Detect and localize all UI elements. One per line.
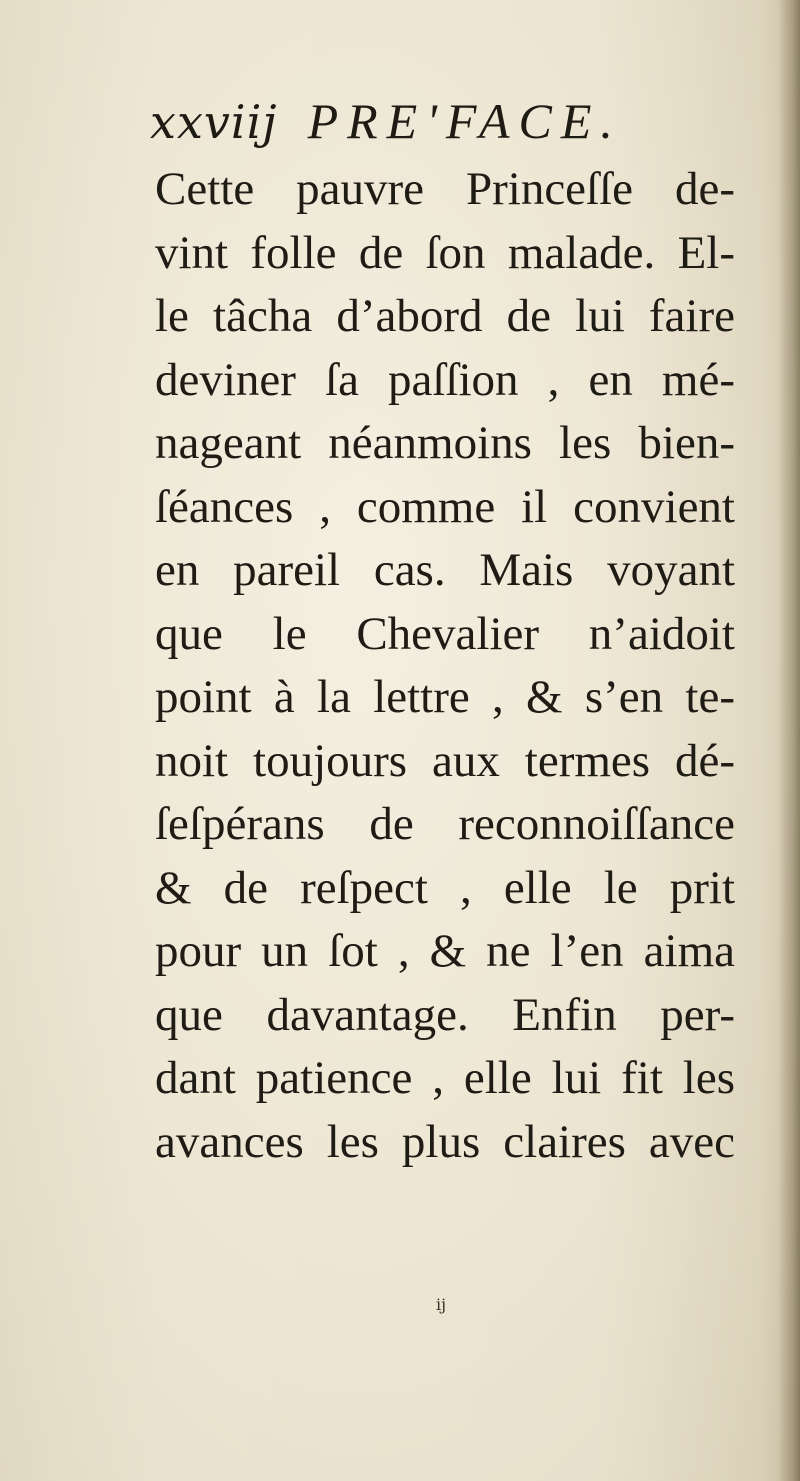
text-line: deviner ſa paſſion , en mé- [155,353,735,406]
text-line: ſéances , comme il convient [155,480,735,533]
text-line: que davantage. Enfin per- [155,988,735,1041]
page-header [150,92,750,162]
text-line: point à la lettre , & s’en te- [155,671,735,723]
body-text [155,158,735,1174]
signature-mark: ij [436,1295,447,1314]
text-line: pour un ſot , & ne l’en aima [155,925,735,977]
text-line: noit toujours aux termes dé- [155,734,735,787]
text-line: nageant néanmoins les bien- [155,417,735,469]
text-line: vint folle de ſon malade. El- [155,226,735,279]
text-line: en pareil cas. Mais voyant [155,544,735,596]
page-edge-shadow [778,0,800,1481]
text-line: ſeſpérans de reconnoiſſance [155,798,735,850]
text-line: le tâcha d’abord de lui faire [155,290,735,342]
text-line: Cette pauvre Princeſſe de- [155,163,735,215]
text-line: & de reſpect , elle le prit [155,861,735,914]
page-number: xxviij [150,95,278,149]
text-line: dant patience , elle lui fit les [155,1052,735,1104]
text-line: que le Chevalier n’aidoit [155,607,735,660]
running-title: PRE'FACE. [307,93,622,149]
text-line: avances les plus claires avec [155,1115,735,1168]
